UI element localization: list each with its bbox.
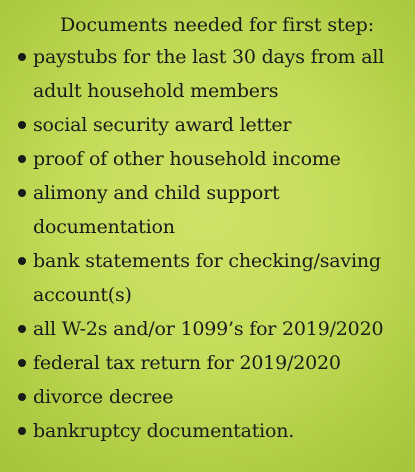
bullet-dot-icon — [18, 53, 26, 61]
list-item — [16, 142, 409, 176]
list-item — [16, 380, 409, 414]
list-item-text: bank statements for checking/saving account(s) — [33, 250, 381, 306]
bullet-dot-icon — [18, 325, 26, 333]
list-item-text: social security award letter — [33, 114, 292, 136]
bullet-dot-icon — [18, 121, 26, 129]
page-title: Documents needed for first step: — [60, 14, 375, 36]
list-item — [16, 346, 409, 380]
list-item — [16, 176, 409, 244]
bullet-dot-icon — [18, 427, 26, 435]
list-item-text: bankruptcy documentation. — [33, 420, 295, 442]
list-item — [16, 414, 409, 448]
bullet-dot-icon — [18, 189, 26, 197]
list-item — [16, 40, 409, 108]
list-item — [16, 244, 409, 312]
bullet-dot-icon — [18, 359, 26, 367]
list-item — [16, 312, 409, 346]
list-item-text: all W-2s and/or 1099’s for 2019/2020 — [33, 318, 384, 340]
list-item — [16, 108, 409, 142]
list-item-text: paystubs for the last 30 days from all adult household members — [33, 46, 385, 102]
list-item-text: alimony and child support documentation — [33, 182, 280, 238]
list-item-text: federal tax return for 2019/2020 — [33, 352, 341, 374]
list-item-text: divorce decree — [33, 386, 174, 408]
list-item-text: proof of other household income — [33, 148, 341, 170]
bullet-dot-icon — [18, 257, 26, 265]
bullet-dot-icon — [18, 155, 26, 163]
bullet-dot-icon — [18, 393, 26, 401]
documents-list — [16, 40, 409, 448]
